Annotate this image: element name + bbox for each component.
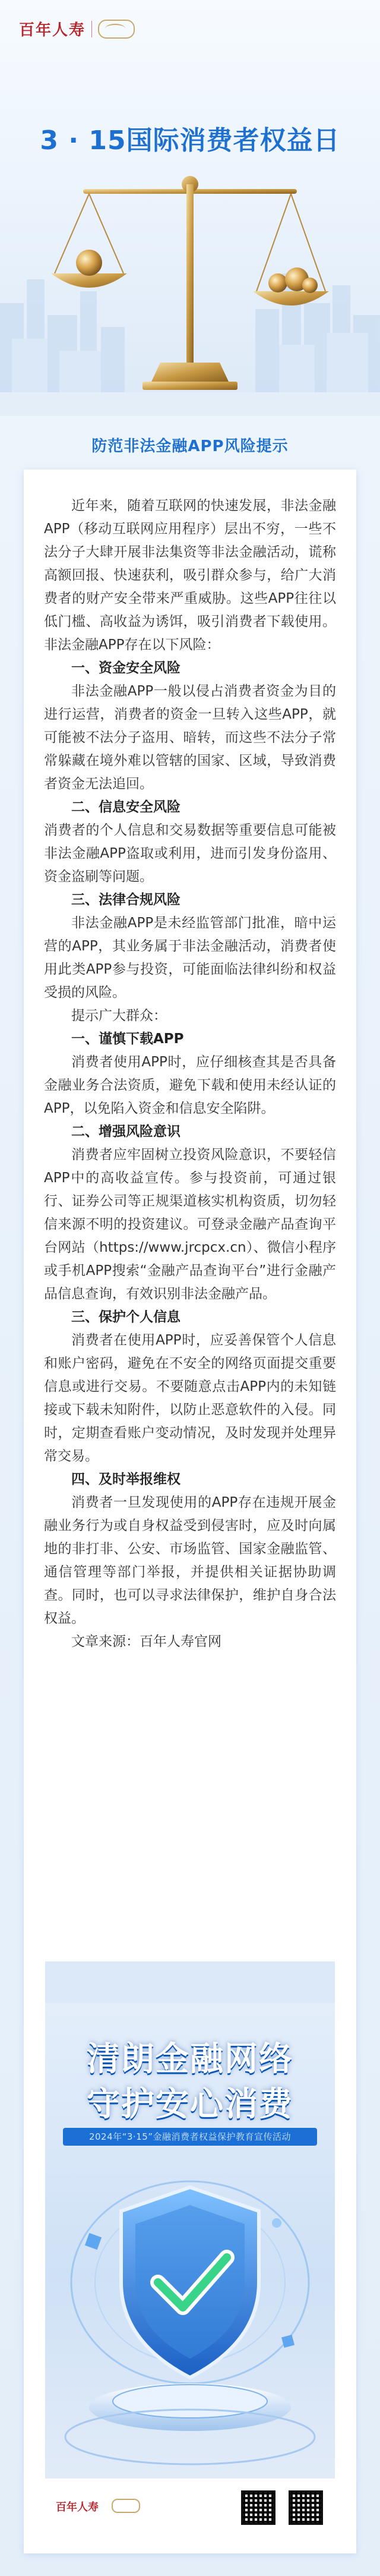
poster-sky [45,1961,335,2003]
qr-code-icon [241,2490,276,2525]
paragraph: 消费者的个人信息和交易数据等重要信息可能被非法金融APP盗取或利用，进而引发身份盗用、资金盗刷等问题。 [44,823,336,884]
header-banner [0,0,380,416]
paragraph: 消费者使用APP时，应仔细核查其是否具备金融业务合法资质，避免下载和使用未经认证的APP，以免陷入资金和信息安全陷阱。 [44,1054,336,1116]
section-heading: 三、保护个人信息 [71,1309,180,1325]
page-title: 3 · 15国际消费者权益日 [40,125,340,156]
section-heading: 四、及时举报维权 [71,1472,180,1487]
brand-name: 百年人寿 [19,21,86,39]
paragraph: 消费者应牢固树立投资风险意识，不要轻信APP中的高收益宣传。参与投资前，可通过银行、证券公司等正规渠道核实机构资质，切勿轻信来源不明的投资建议。可登录金融产品查询平台网站（https://www.jrcpcx.cn）、微信小程序或手机APP搜索“金融产品查询平台”进行金融产品信息查询，有效识别非法金融产品。 [44,1147,336,1302]
paragraph: 消费者一旦发现使用的APP存在违规开展金融业务行为或自身权益受到侵害时，应及时向属地的非打非、公安、市场监管、国家金融监管、通信管理等部门举报，并提供相关证据协助调查。同时，也可以寻求法律保护，维护自身合法权益。 [44,1495,336,1626]
paragraph: 消费者在使用APP时，应妥善保管个人信息和账户密码，避免在不安全的网络页面提交重要信息或进行交易。不要随意点击APP内的未知链接或下载未知附件，以防止恶意软件的入侵。同时，定期查看账户变动情况，及时发现并处理异常交易。 [44,1333,336,1464]
paragraph: 非法金融APP一般以侵占消费者资金为目的进行运营，消费者的资金一旦转入这些APP，就可能被不法分子盗用、暗转，而这些不法分子常常躲藏在境外难以管辖的国家、区域，导致消费者资金无法追回。 [44,684,336,792]
poster-title-line2: 守护安心消费 [87,2085,293,2124]
scale-icon [0,160,380,404]
campaign-poster [45,1961,335,2532]
qr-code-icon [289,2490,323,2525]
article-card [24,470,356,2553]
section-heading: 三、法律合规风险 [71,892,180,908]
section-heading: 一、谨慎下载APP [71,1031,184,1047]
section-heading: 二、信息安全风险 [71,799,180,815]
article-body [44,495,336,1654]
brand-logo [19,18,135,40]
shield-check-icon [45,2146,335,2479]
paragraph: 非法金融APP是未经监管部门批准，暗中运营的APP，其业务属于非法金融活动，消费者使用此类APP参与投资，可能面临法律纠纷和权益受损的风险。 [44,915,336,1000]
section-heading: 二、增强风险意识 [71,1124,180,1139]
brand-mark-icon [98,20,135,39]
brand-mark-icon [112,2499,140,2513]
section-heading: 一、资金安全风险 [71,660,180,676]
poster-title-line1: 清朗金融网络 [87,2040,293,2079]
section-subtitle: 防范非法金融APP风险提示 [91,437,289,455]
paragraph: 近年来，随着互联网的快速发展，非法金融APP（移动互联网应用程序）层出不穷，一些不法分子大肆开展非法集资等非法金融活动，谎称高额回报、快速获利，吸引群众参与，给广大消费者的财产安全带来严重威胁。这些APP往往以低门槛、高收益为诱饵，吸引消费者下载使用。非法金融APP存在以下风险： [44,498,336,653]
poster-subtitle: 2024年“3·15”金融消费者权益保护教育宣传活动 [88,2131,292,2142]
paragraph: 提示广大群众： [71,1008,167,1024]
poster-footer [45,2479,335,2532]
article-source: 文章来源：百年人寿官网 [71,1634,221,1649]
poster-brand: 百年人寿 [56,2501,99,2514]
logo-divider [91,21,92,37]
